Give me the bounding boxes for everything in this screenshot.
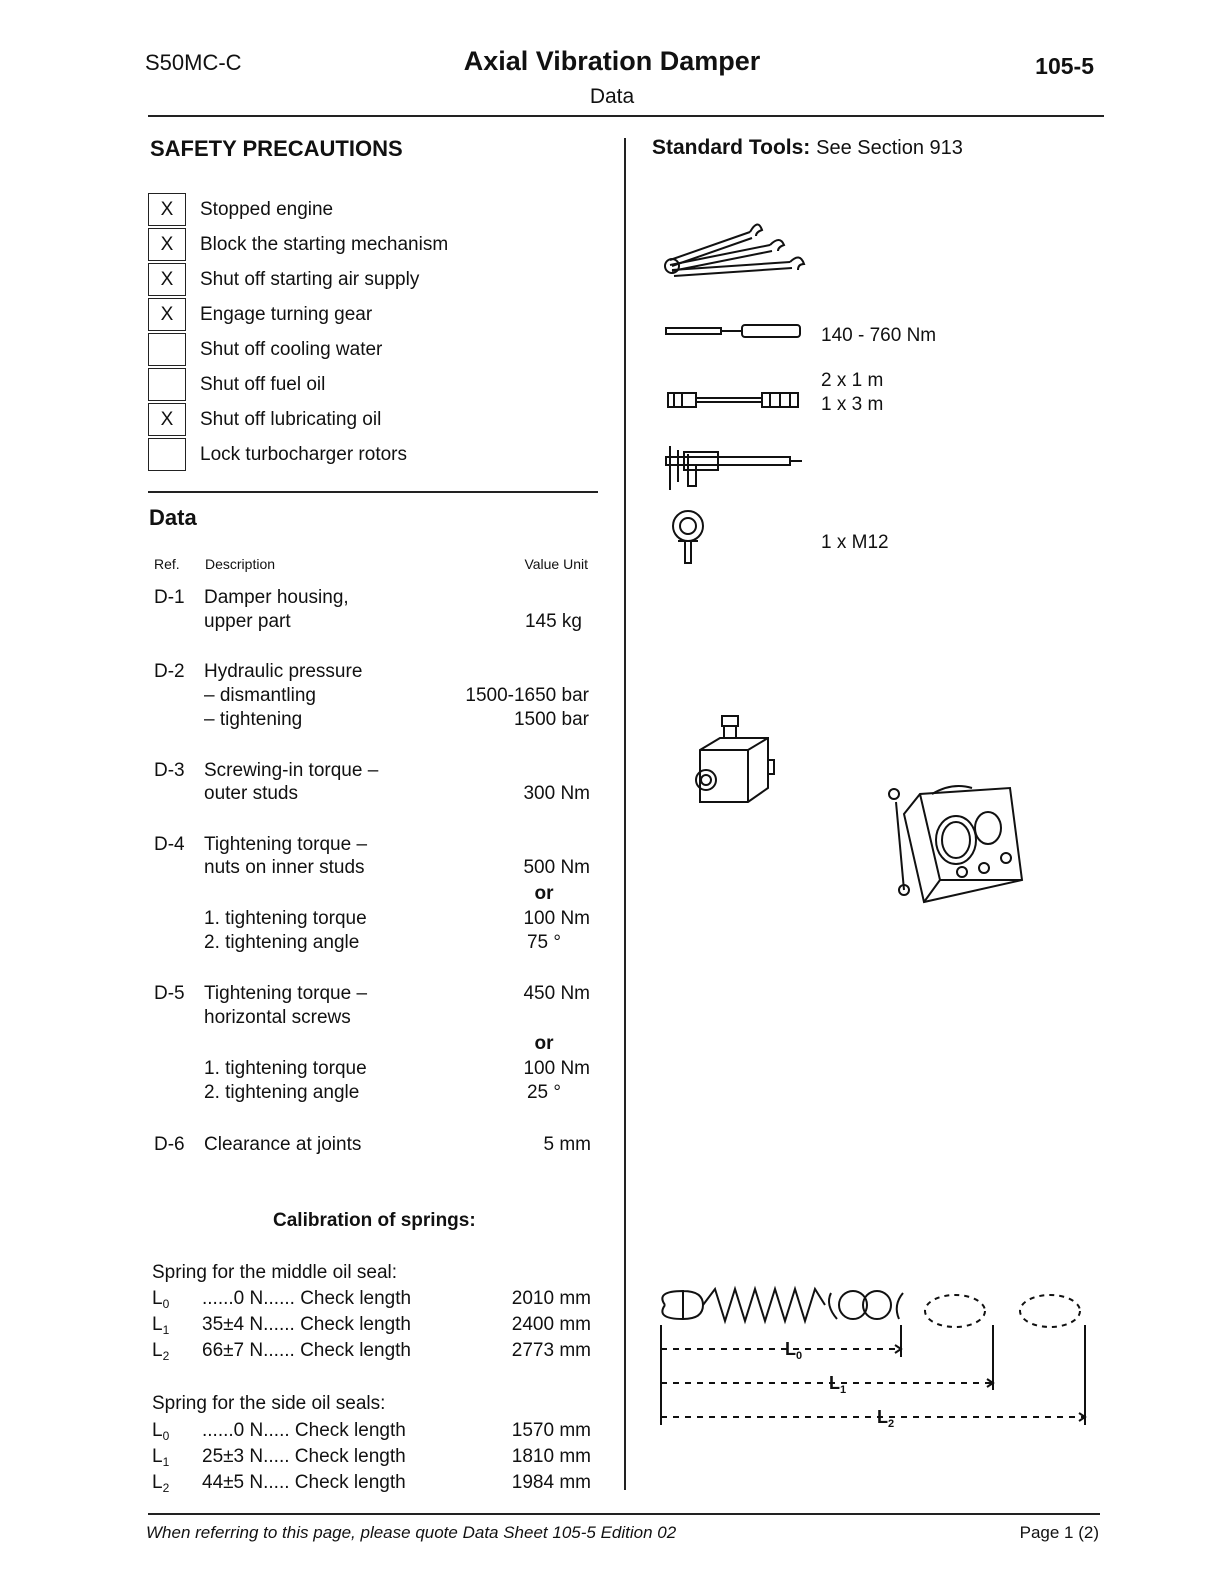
col-desc-header: Description	[205, 556, 276, 572]
hydraulic-hose-icon	[662, 388, 807, 414]
desc-d3-line2: outer studs	[204, 783, 298, 804]
or-d5: or	[534, 1033, 554, 1054]
value-d5-torque: 100 Nm	[523, 1058, 590, 1079]
checklist-item	[148, 437, 598, 472]
eye-bolt-spec: 1 x M12	[821, 532, 889, 553]
diagram-label-l2: $L_2$	[877, 1407, 895, 1430]
middle-l1-symbol: $L_1$	[152, 1314, 170, 1337]
ref-d5: D-5	[154, 983, 185, 1004]
footer-note: When referring to this page, please quote Data Sheet 105-5 Edition 02	[146, 1523, 677, 1542]
desc-d5-line2: horizontal screws	[204, 1007, 351, 1028]
side-seal-title: Spring for the side oil seals:	[152, 1393, 386, 1414]
middle-l2-text: 66±7 N...... Check length	[202, 1340, 411, 1361]
column-divider	[624, 138, 626, 1490]
checklist-item	[148, 402, 598, 437]
engine-model: S50MC-C	[145, 50, 242, 75]
safety-title: SAFETY PRECAUTIONS	[150, 136, 403, 161]
hydraulic-distributor-icon	[684, 712, 780, 808]
checkbox: X	[148, 403, 186, 436]
sheet-number: 105-5	[1035, 53, 1094, 79]
desc-d5-line1: Tightening torque –	[204, 983, 368, 1004]
caliper-icon	[660, 442, 805, 496]
checkbox: X	[148, 228, 186, 261]
header-rule	[148, 115, 1104, 117]
eye-bolt-icon	[668, 508, 712, 568]
value-d4: 500 Nm	[523, 857, 590, 878]
checklist-item	[148, 192, 598, 227]
value-d3: 300 Nm	[523, 783, 590, 804]
col-value-header: Value Unit	[524, 556, 588, 572]
checkbox	[148, 438, 186, 471]
middle-l0-text: ......0 N...... Check length	[202, 1288, 412, 1309]
checkbox	[148, 368, 186, 401]
ref-d1: D-1	[154, 587, 185, 608]
side-l2-symbol: $L_2$	[152, 1472, 170, 1495]
side-l1-text: 25±3 N..... Check length	[202, 1446, 406, 1467]
desc-d5-line3: 1. tightening torque	[204, 1058, 367, 1079]
middle-l0-symbol: $L_0$	[152, 1288, 170, 1311]
checklist-item	[148, 227, 598, 262]
data-title: Data	[149, 505, 197, 530]
side-l0-text: ......0 N..... Check length	[202, 1420, 406, 1441]
side-l0-symbol: $L_0$	[152, 1420, 170, 1443]
checklist-label: Shut off cooling water	[200, 338, 383, 360]
side-l0-value: 1570 mm	[511, 1420, 591, 1441]
page-title: Axial Vibration Damper	[463, 46, 761, 76]
middle-l0-value: 2010 mm	[511, 1288, 591, 1309]
hydraulic-pump-icon	[880, 780, 1030, 910]
middle-l2-symbol: $L_2$	[152, 1340, 170, 1363]
desc-d2-line1: Hydraulic pressure	[204, 661, 363, 682]
page-number: Page 1 (2)	[1019, 1523, 1099, 1542]
ref-d2: D-2	[154, 661, 185, 682]
hose-qty-1: 2 x 1 m	[821, 370, 884, 391]
col-ref-header: Ref.	[154, 556, 180, 572]
tools-section-ref: See Section 913	[816, 137, 963, 159]
spring-length-diagram	[655, 1285, 1100, 1445]
value-d1: 145 kg	[524, 611, 582, 632]
checklist-label: Lock turbocharger rotors	[200, 443, 407, 465]
side-l1-symbol: $L_1$	[152, 1446, 170, 1469]
torque-wrench-icon	[662, 320, 807, 344]
value-d6: 5 mm	[543, 1134, 591, 1155]
checklist-label: Shut off starting air supply	[200, 268, 420, 290]
checklist-label: Shut off fuel oil	[200, 373, 326, 395]
footer-rule	[148, 1513, 1100, 1515]
section-rule	[148, 491, 598, 493]
diagram-label-l1: $L_1$	[829, 1373, 847, 1396]
side-l1-value: 1810 mm	[511, 1446, 591, 1467]
desc-d4-line3: 1. tightening torque	[204, 908, 367, 929]
value-d5: 450 Nm	[523, 983, 590, 1004]
ref-d4: D-4	[154, 834, 185, 855]
desc-d2-line2: – dismantling	[204, 685, 316, 706]
value-d2-dismantling: 1500-1650 bar	[465, 685, 589, 706]
ref-d3: D-3	[154, 760, 185, 781]
checklist-item	[148, 262, 598, 297]
side-l2-value: 1984 mm	[511, 1472, 591, 1493]
hose-qty-2: 1 x 3 m	[821, 394, 884, 415]
middle-seal-title: Spring for the middle oil seal:	[152, 1262, 398, 1283]
checklist-item	[148, 332, 598, 367]
desc-d2-line3: – tightening	[204, 709, 303, 730]
checkbox: X	[148, 193, 186, 226]
desc-d5-line4: 2. tightening angle	[204, 1082, 360, 1103]
desc-d3-line1: Screwing-in torque –	[204, 760, 379, 781]
desc-d4-line1: Tightening torque –	[204, 834, 368, 855]
checklist-label: Block the starting mechanism	[200, 233, 449, 255]
checklist-label: Engage turning gear	[200, 303, 373, 325]
diagram-label-l0: $L_0$	[785, 1339, 803, 1362]
desc-d4-line4: 2. tightening angle	[204, 932, 360, 953]
wrench-set-icon	[660, 210, 810, 280]
ref-d6: D-6	[154, 1134, 185, 1155]
desc-d1-line1: Damper housing,	[204, 587, 349, 608]
side-l2-text: 44±5 N..... Check length	[202, 1472, 406, 1493]
middle-l1-text: 35±4 N...... Check length	[202, 1314, 411, 1335]
desc-d6: Clearance at joints	[204, 1134, 362, 1155]
or-d4: or	[534, 883, 554, 904]
value-d4-torque: 100 Nm	[523, 908, 590, 929]
checkbox: X	[148, 263, 186, 296]
checkbox: X	[148, 298, 186, 331]
checklist-label: Shut off lubricating oil	[200, 408, 382, 430]
calibration-title: Calibration of springs:	[273, 1210, 476, 1231]
desc-d4-line2: nuts on inner studs	[204, 857, 365, 878]
checkbox	[148, 333, 186, 366]
page-subtitle: Data	[589, 85, 635, 108]
checklist-label: Stopped engine	[200, 198, 334, 220]
torque-range: 140 - 760 Nm	[821, 325, 937, 346]
tools-title: Standard Tools:	[652, 136, 811, 159]
checklist-item	[148, 297, 598, 332]
checklist-item	[148, 367, 598, 402]
value-d4-angle: 75 °	[526, 932, 561, 953]
value-d2-tightening: 1500 bar	[513, 709, 589, 730]
middle-l1-value: 2400 mm	[511, 1314, 591, 1335]
desc-d1-line2: upper part	[204, 611, 291, 632]
value-d5-angle: 25 °	[526, 1082, 561, 1103]
tools-heading	[652, 136, 963, 160]
middle-l2-value: 2773 mm	[511, 1340, 591, 1361]
